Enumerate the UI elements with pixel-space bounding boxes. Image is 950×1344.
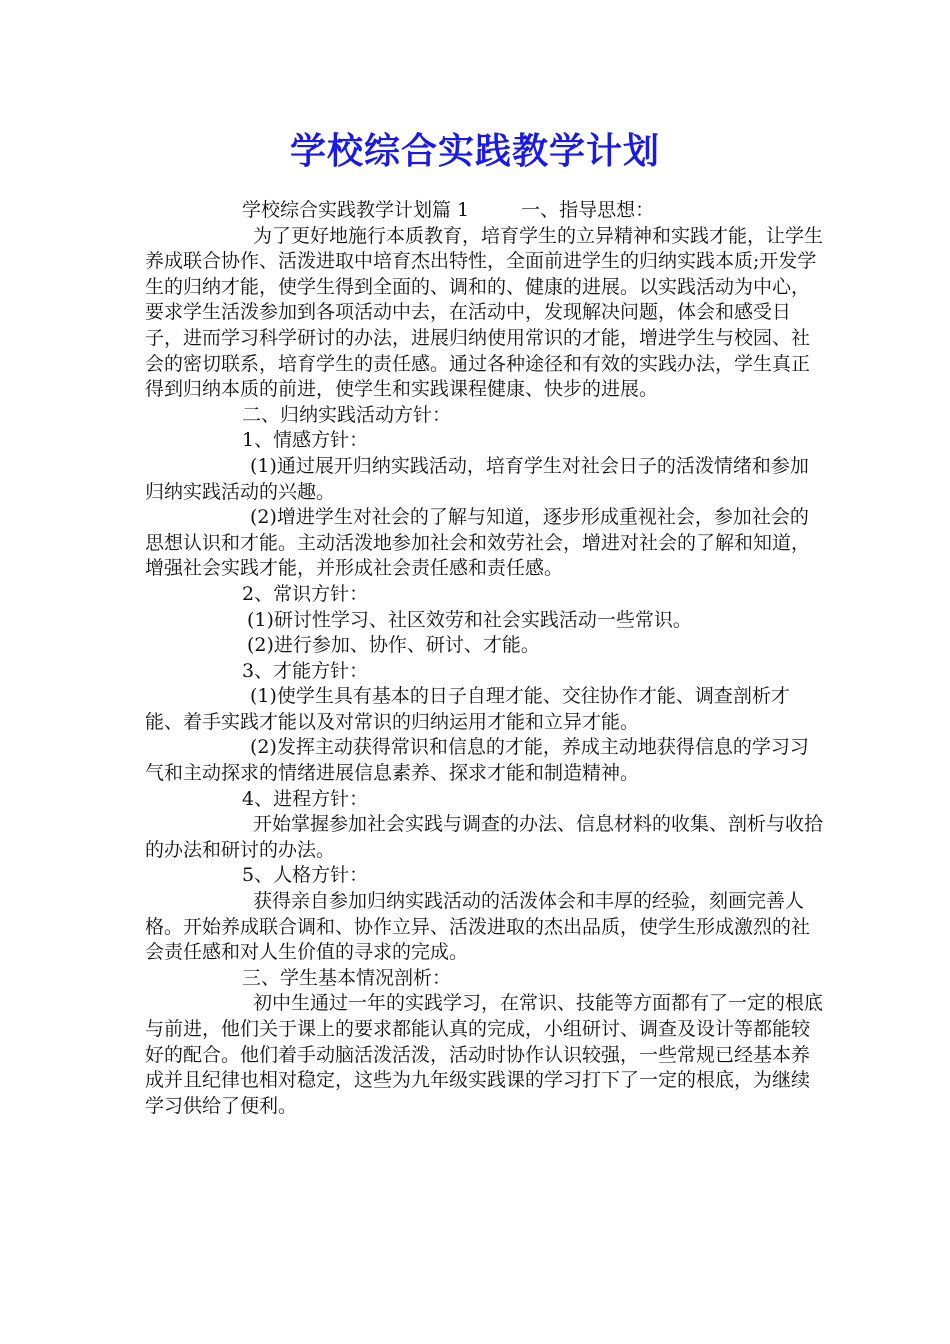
aim5-text: 获得亲自参加归纳实践活动的活泼体会和丰厚的经验，刻画完善人格。开始养成联合调和、协作立异、活泼进取的杰出品质，使学生形成激烈的社会责任感和对人生价值的寻求的完成。: [145, 890, 811, 964]
lead-line: [145, 198, 825, 224]
aim3-item-2: (2)发挥主动获得常识和信息的才能，养成主动地获得信息的学习习气和主动探求的情绪进展信息素养、探求才能和制造精神。: [145, 736, 809, 785]
aim2-item-1: (1)研讨性学习、社区效劳和社会实践活动一些常识。: [247, 608, 692, 631]
aim3-item-1: (1)使学生具有基本的日子自理才能、交往协作才能、调查剖析才能、着手实践才能以及对常识的归纳运用才能和立异才能。: [145, 685, 790, 733]
section3-heading: 三、学生基本情况剖析：: [242, 966, 452, 989]
document-title: 学校综合实践教学计划: [289, 130, 660, 172]
aim1-item-2: (2)增进学生对社会的了解与知道，逐步形成重视社会，参加社会的思想认识和才能。主动活泼地参加社会和效劳社会，增进对社会的了解和知道，增强社会实践才能，并形成社会责任感和责任感。: [145, 506, 811, 580]
section2-heading: 二、归纳实践活动方针：: [242, 403, 452, 426]
section3-text: 初中生通过一年的实践学习，在常识、技能等方面都有了一定的根底与前进，他们关于课上的要求都能认真的完成，小组研讨、调查及设计等都能较好的配合。他们着手动脑活泼活泼，活动时协作认识较强，一些常规已经基本养成并且纪律也相对稳定，这些为九年级实践课的学习打下了一定的根底，为继续学习供给了便利。: [145, 992, 824, 1117]
aim2-item-2: (2)进行参加、协作、研讨、才能。: [247, 634, 540, 657]
document-body: [145, 198, 825, 1119]
aim4-text: 开始掌握参加社会实践与调查的办法、信息材料的收集、剖析与收拾的办法和研讨的办法。: [145, 813, 824, 861]
lead-text: 学校综合实践教学计划篇 1: [242, 199, 470, 221]
aim3-heading: 3、才能方针：: [242, 659, 369, 682]
aim5-heading: 5、人格方针：: [242, 864, 369, 887]
section1-text: 为了更好地施行本质教育，培育学生的立异精神和实践才能，让学生养成联合协作、活泼进取中培育杰出特性，全面前进学生的归纳实践本质;开发学生的归纳才能，使学生得到全面的、调和的、健康的进展。以实践活动为中心，要求学生活泼参加到各项活动中去，在活动中，发现解决问题，体会和感受日子，进而学习科学研讨的办法，进展归纳使用常识的才能，增进学生与校园、社会的密切联系，培育学生的责任感。通过各种途径和有效的实践办法，学生真正得到归纳本质的前进，使学生和实践课程健康、快步的进展。: [145, 224, 824, 401]
aim2-heading: 2、常识方针：: [242, 582, 369, 605]
section1-heading: 一、指导思想：: [521, 199, 655, 221]
aim1-heading: 1、情感方针：: [242, 429, 369, 452]
aim4-heading: 4、进程方针：: [242, 787, 369, 810]
aim1-item-1: (1)通过展开归纳实践活动，培育学生对社会日子的活泼情绪和参加归纳实践活动的兴趣。: [145, 454, 809, 503]
